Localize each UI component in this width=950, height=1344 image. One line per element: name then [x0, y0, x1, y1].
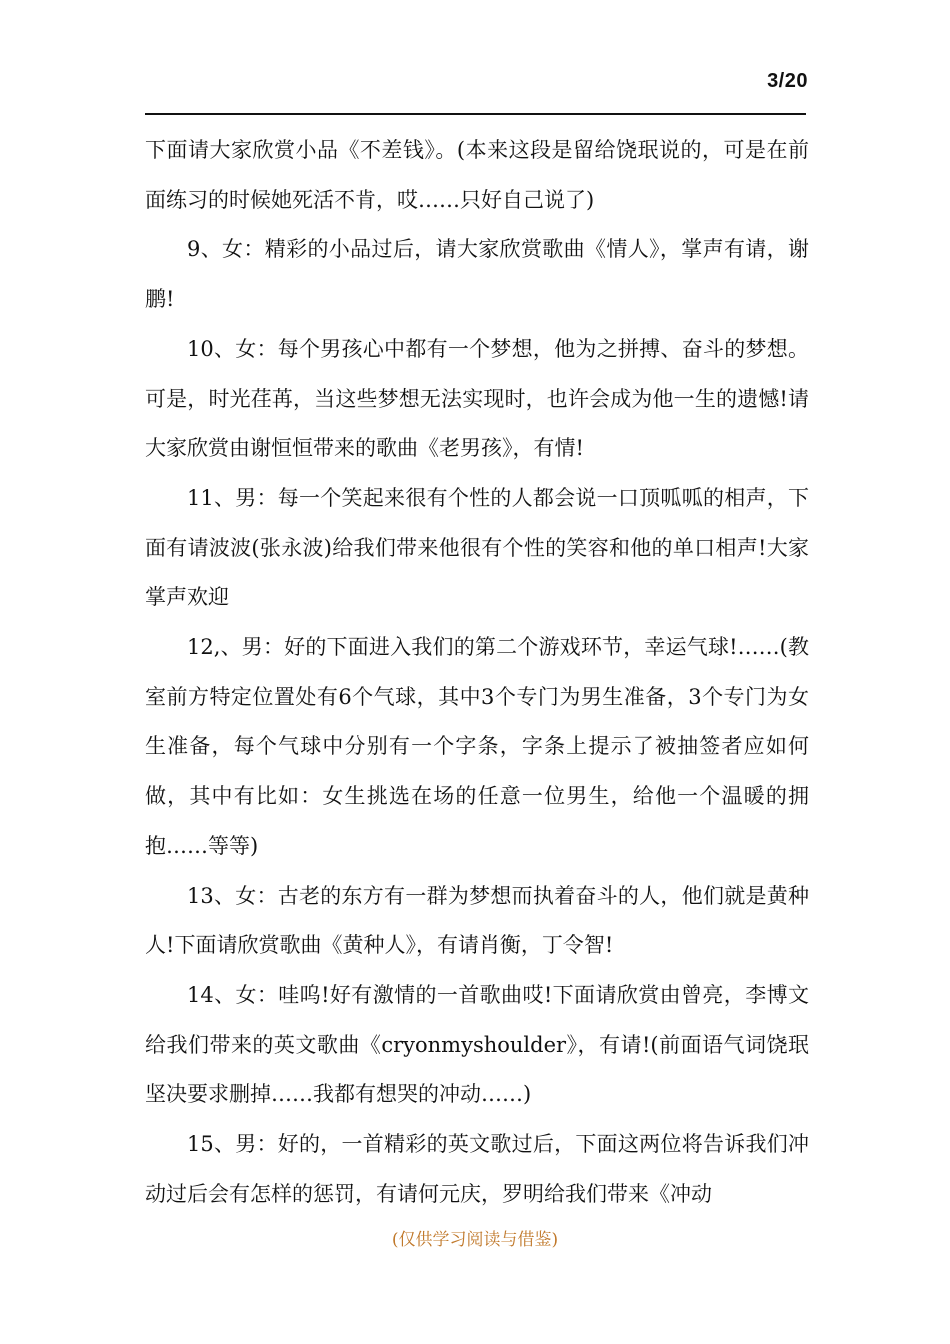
paragraph-item-10: 10、女：每个男孩心中都有一个梦想，他为之拼搏、奋斗的梦想。可是，时光荏苒，当这些梦想无法实现时，也许会成为他一生的遗憾!请大家欣赏由谢恒恒带来的歌曲《老男孩》，有情! — [145, 336, 809, 461]
paragraph-item-9: 9、女：精彩的小品过后，请大家欣赏歌曲《情人》，掌声有请，谢鹏! — [145, 237, 809, 312]
paragraph-item-12: 12,、男：好的下面进入我们的第二个游戏环节，幸运气球!……(教室前方特定位置处有6个气球，其中3个专门为男生准备，3个专门为女生准备，每个气球中分别有一个字条，字条上提示了被抽签者应如何做，其中有比如：女生挑选在场的任意一位男生，给他一个温暖的拥抱……等等) — [145, 635, 809, 858]
document-body — [145, 126, 809, 1219]
footer-note: (仅供学习阅读与借鉴) — [391, 1230, 559, 1250]
header-divider — [145, 113, 806, 115]
page-number: 3/20 — [767, 70, 808, 92]
paragraph-item-13: 13、女：古老的东方有一群为梦想而执着奋斗的人，他们就是黄种人!下面请欣赏歌曲《黄种人》，有请肖衡，丁令智! — [145, 883, 809, 958]
paragraph-item-15: 15、男：好的，一首精彩的英文歌过后，下面这两位将告诉我们冲动过后会有怎样的惩罚，有请何元庆，罗明给我们带来《冲动 — [145, 1132, 809, 1206]
paragraph-item-14: 14、女：哇呜!好有激情的一首歌曲哎!下面请欣赏由曾亮，李博文给我们带来的英文歌曲《cryonmyshoulder》，有请!(前面语气词饶珉坚决要求删掉……我都有想哭的冲动……) — [145, 982, 809, 1107]
paragraph-item-11: 11、男：每一个笑起来很有个性的人都会说一口顶呱呱的相声，下面有请波波(张永波)给我们带来他很有个性的笑容和他的单口相声!大家掌声欢迎 — [145, 485, 809, 610]
paragraph-continuation: 下面请大家欣赏小品《不差钱》。(本来这段是留给饶珉说的，可是在前面练习的时候她死活不肯，哎……只好自己说了) — [145, 138, 809, 212]
